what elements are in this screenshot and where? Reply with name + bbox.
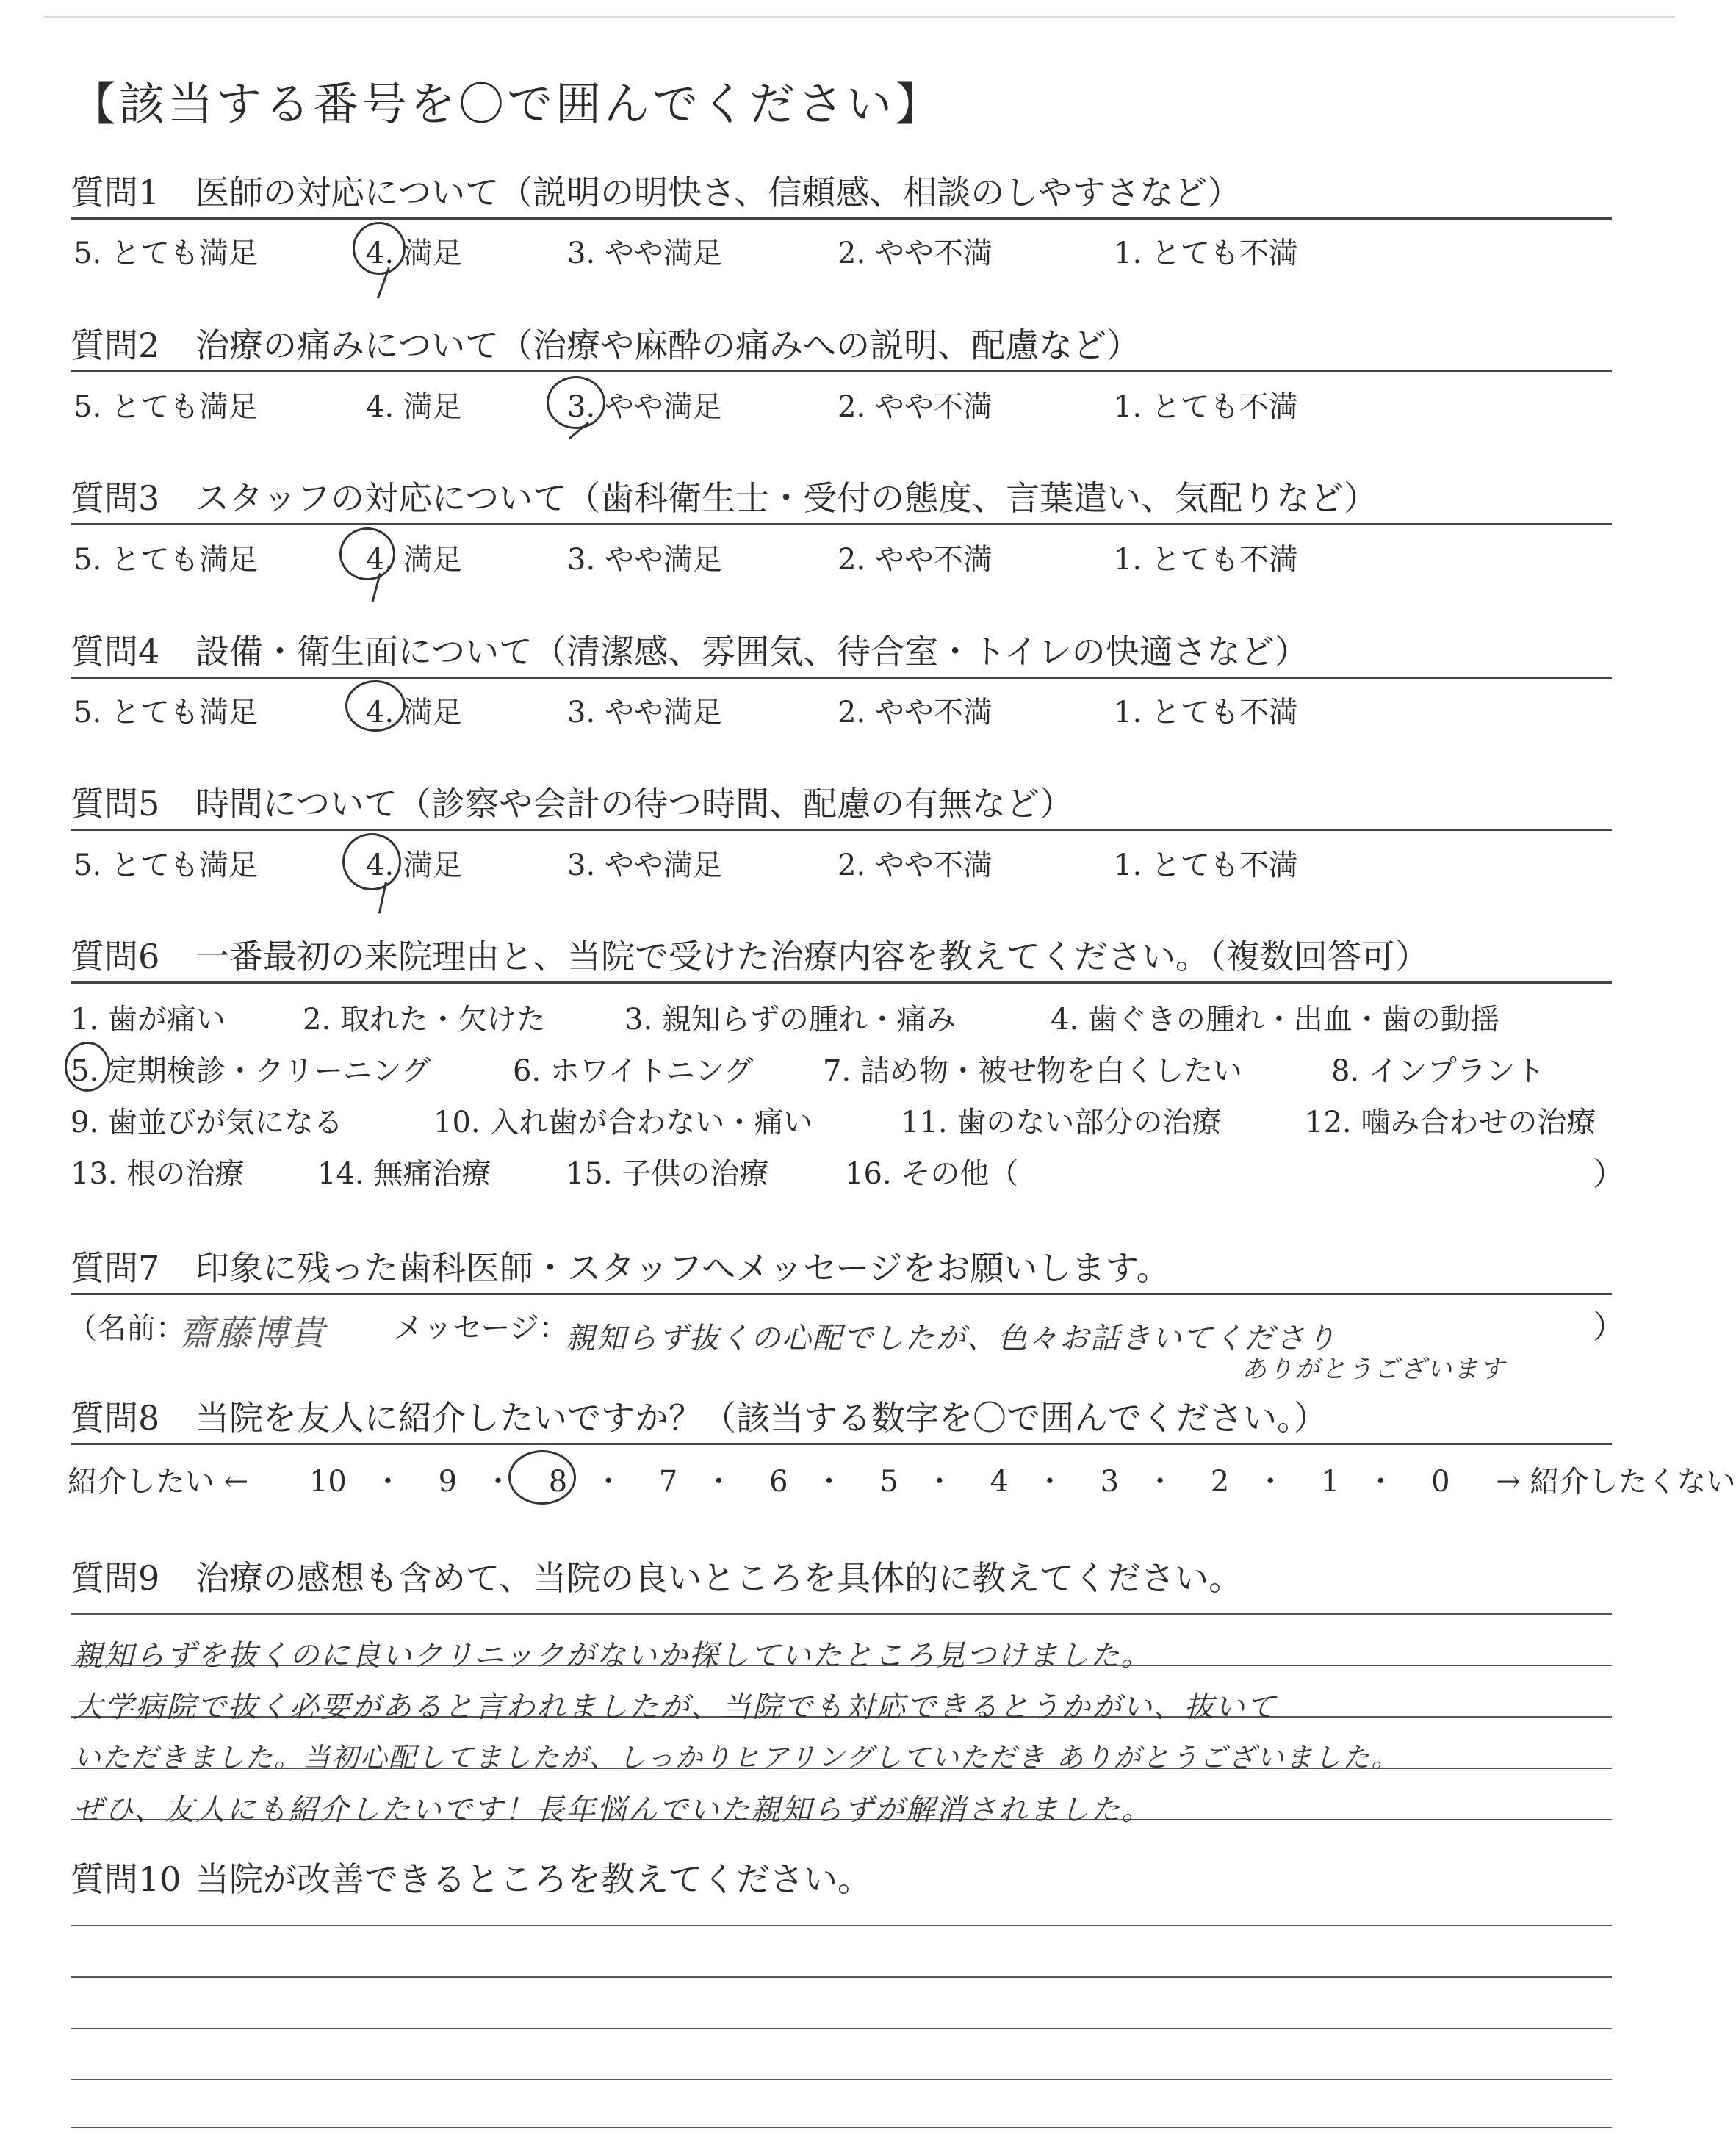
q7-name-label: （名前： [68,1311,185,1345]
q3-selection-circle [339,527,395,580]
q3-option-3[interactable]: 3. やや満足 [567,543,722,577]
q3-option-1[interactable]: 1. とても不満 [1114,543,1298,577]
question-5-heading [71,782,1612,831]
q6-option-7[interactable]: 7. 詰め物・被せ物を白くしたい [823,1054,1242,1088]
q8-option-0[interactable]: 0 [1431,1465,1450,1499]
q2-option-5[interactable]: 5. とても満足 [73,390,258,424]
question-7-text: 印象に残った歯科医師・スタッフへメッセージをお願いします。 [195,1248,1170,1288]
q5-option-2[interactable]: 2. やや不満 [838,849,993,882]
q4-option-5[interactable]: 5. とても満足 [73,696,258,729]
question-2-heading [71,323,1612,372]
q6-option-9[interactable]: 9. 歯並びが気になる [71,1106,343,1139]
q9-answer-line [71,1613,1612,1615]
question-9-number: 質問9 [71,1558,160,1598]
q3-option-4[interactable]: 4. 満足 [366,543,462,577]
page-top-border [44,16,1675,18]
q1-selection-circle [353,222,406,275]
q3-option-5[interactable]: 5. とても満足 [73,543,258,577]
question-3-number: 質問3 [71,478,160,518]
q8-separator: ・ [1256,1465,1286,1499]
q8-separator: ・ [814,1465,844,1499]
q2-selection-circle [547,376,605,429]
question-3-text: スタッフの対応について（歯科衛生士・受付の態度、言葉遣い、気配りなど） [195,478,1378,518]
q8-option-6[interactable]: 6 [769,1465,788,1499]
q10-answer-line [71,2028,1612,2029]
question-7-heading [71,1246,1612,1295]
q8-separator: ・ [594,1465,624,1499]
q8-option-7[interactable]: 7 [658,1465,678,1499]
question-10-heading [71,1857,1612,1904]
q8-option-5[interactable]: 5 [879,1465,898,1499]
q8-separator: ・ [1366,1465,1396,1499]
q8-option-10[interactable]: 10 [309,1465,347,1499]
q8-option-3[interactable]: 3 [1100,1465,1120,1499]
question-8-number: 質問8 [71,1398,160,1438]
question-4-text: 設備・衛生面について（清潔感、雰囲気、待合室・トイレの快適さなど） [195,632,1308,671]
q5-option-1[interactable]: 1. とても不満 [1114,849,1298,882]
q6-option-16[interactable]: 16. その他（ [845,1157,1019,1191]
q1-option-5[interactable]: 5. とても満足 [73,237,258,270]
q6-option-12[interactable]: 12. 噛み合わせの治療 [1305,1106,1596,1139]
q4-selection-circle [345,680,406,732]
q6-option-15[interactable]: 15. 子供の治療 [566,1157,769,1191]
q8-right-label: → 紹介したくない [1496,1465,1736,1499]
q2-option-3[interactable]: 3. やや満足 [567,390,722,424]
q8-separator: ・ [1034,1465,1065,1499]
question-7-number: 質問7 [71,1248,160,1288]
q6-option-8[interactable]: 8. インプラント [1331,1054,1545,1088]
q6-option-1[interactable]: 1. 歯が痛い [71,1003,226,1037]
q6-option-13[interactable]: 13. 根の治療 [71,1157,245,1191]
q5-option-5[interactable]: 5. とても満足 [73,849,258,882]
question-9-text: 治療の感想も含めて、当院の良いところを具体的に教えてください。 [195,1558,1243,1598]
question-10-number: 質問10 [71,1859,181,1899]
question-1-text: 医師の対応について（説明の明快さ、信頼感、相談のしやすさなど） [195,173,1242,212]
q3-option-2[interactable]: 2. やや不満 [838,543,993,577]
q4-option-1[interactable]: 1. とても不満 [1114,696,1298,729]
page-title: 【該当する番号を〇で囲んでください】 [71,77,944,131]
q7-close-paren: ） [1593,1308,1625,1346]
q10-answer-line [71,1925,1612,1926]
question-4-number: 質問4 [71,632,160,671]
question-9-heading [71,1556,1612,1603]
q4-option-2[interactable]: 2. やや不満 [838,696,993,729]
question-1-number: 質問1 [71,173,160,212]
question-5-number: 質問5 [71,784,160,824]
q6-selection-circle [65,1042,110,1092]
q1-option-2[interactable]: 2. やや不満 [838,237,993,270]
q6-other-close-paren: ） [1593,1156,1625,1193]
q5-selection-circle [342,833,401,890]
q5-option-3[interactable]: 3. やや満足 [567,849,722,882]
q6-option-5[interactable]: 5. 定期検診・クリーニング [71,1054,431,1088]
q2-option-2[interactable]: 2. やや不満 [838,390,993,424]
q8-separator: ・ [704,1465,734,1499]
q7-message-handwriting-line1[interactable]: 親知らず抜くの心配でしたが、色々お話きいてくださり [566,1322,1337,1355]
q6-option-10[interactable]: 10. 入れ歯が合わない・痛い [433,1106,813,1139]
q2-option-1[interactable]: 1. とても不満 [1114,390,1298,424]
q8-recommend-scale [68,1458,1736,1500]
question-8-text: 当院を友人に紹介したいですか？（該当する数字を〇で囲んでください。） [195,1398,1328,1438]
question-8-heading [71,1396,1612,1445]
q1-option-1[interactable]: 1. とても不満 [1114,237,1298,270]
q5-option-4[interactable]: 4. 満足 [366,849,462,882]
q9-handwriting-line4[interactable]: ぜひ、友人にも紹介したいです！長年悩んでいた親知らずが解消されました。 [73,1793,1153,1827]
question-1-heading [71,170,1612,220]
q7-name-handwriting[interactable]: 齋藤博貴 [179,1313,327,1354]
q6-option-6[interactable]: 6. ホワイトニング [513,1054,754,1088]
q1-option-4[interactable]: 4. 満足 [366,237,462,270]
question-6-number: 質問6 [71,937,160,976]
question-3-heading [71,476,1612,525]
q10-answer-line [71,2079,1612,2080]
q9-handwriting-line3[interactable]: いただきました。当初心配してましたが、しっかりヒアリングしていただき ありがとうございました。 [73,1742,1400,1773]
q8-left-label: 紹介したい ← [68,1465,249,1499]
q7-message-handwriting-line2[interactable]: ありがとうございます [1242,1355,1506,1384]
q8-option-9[interactable]: 9 [438,1465,458,1499]
q1-option-3[interactable]: 3. やや満足 [567,237,722,270]
q6-option-14[interactable]: 14. 無痛治療 [317,1157,491,1191]
q7-message-label: メッセージ： [394,1311,569,1345]
q10-answer-line [71,1976,1612,1978]
q6-option-3[interactable]: 3. 親知らずの腫れ・痛み [624,1003,956,1037]
question-4-heading [71,630,1612,679]
q8-separator: ・ [924,1465,954,1499]
q8-separator: ・ [483,1465,514,1499]
q8-option-2[interactable]: 2 [1210,1465,1230,1499]
q8-separator: ・ [372,1465,403,1499]
q8-option-1[interactable]: 1 [1320,1465,1340,1499]
q4-option-4[interactable]: 4. 満足 [366,696,462,729]
q8-option-4[interactable]: 4 [990,1465,1009,1499]
q8-selection-circle [508,1450,576,1505]
question-2-text: 治療の痛みについて（治療や麻酔の痛みへの説明、配慮など） [195,325,1141,365]
question-2-number: 質問2 [71,325,160,365]
q9-handwriting-line2[interactable]: 大学病院で抜く必要があると言われましたが、当院でも対応できるとうかがい、抜いて [73,1690,1277,1724]
question-6-heading [71,934,1612,984]
question-6-text: 一番最初の来院理由と、当院で受けた治療内容を教えてください。（複数回答可） [195,937,1429,976]
question-5-text: 時間について（診察や会計の待つ時間、配慮の有無など） [195,784,1074,824]
q8-separator: ・ [1145,1465,1175,1499]
q4-option-3[interactable]: 3. やや満足 [567,696,722,729]
q6-option-11[interactable]: 11. 歯のない部分の治療 [901,1106,1222,1139]
q10-answer-line [71,2127,1612,2128]
question-10-text: 当院が改善できるところを教えてください。 [195,1859,871,1899]
q6-option-2[interactable]: 2. 取れた・欠けた [303,1003,546,1037]
q9-handwriting-line1[interactable]: 親知らずを抜くのに良いクリニックがないか探していたところ見つけました。 [73,1639,1152,1673]
q6-option-4[interactable]: 4. 歯ぐきの腫れ・出血・歯の動揺 [1051,1003,1499,1037]
q2-option-4[interactable]: 4. 満足 [366,390,462,424]
q8-option-8[interactable]: 8 [548,1465,568,1499]
